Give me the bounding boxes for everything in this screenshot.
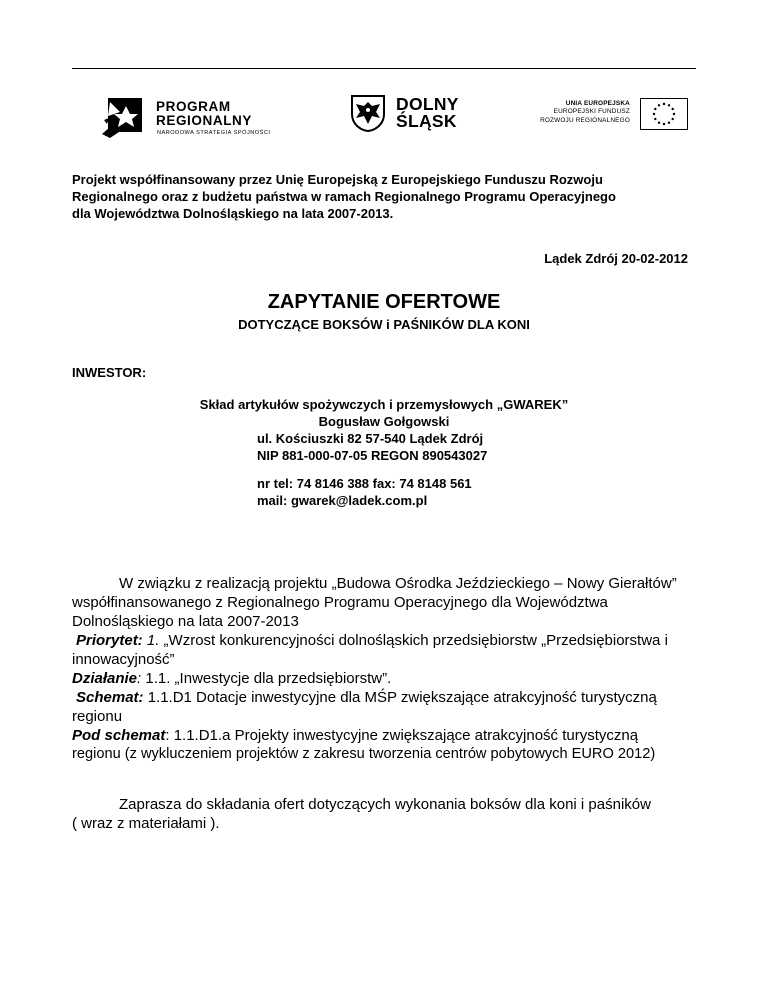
priorytet-cont: innowacyjność” [72,651,175,668]
eu-line-3: ROZWOJU REGIONALNEGO [540,116,630,124]
logo-dolny-slask [350,94,490,134]
investor-ids: NIP 881-000-07-05 REGON 890543027 [257,448,488,463]
program-title-2: REGIONALNY [156,113,253,128]
dzialanie-label: Działanie [72,670,138,687]
program-title-1: PROGRAM [156,99,231,114]
priorytet-label: Priorytet: [76,632,143,649]
investor-address: ul. Kościuszki 82 57-540 Lądek Zdrój [257,431,484,446]
eu-line-1: UNIA EUROPEJSKA [565,100,630,107]
intro-line-1: W związku z realizacją projektu „Budowa Ośrodka Jeździeckiego – Nowy Gierałtów” [119,575,677,592]
intro-line-2: współfinansowanego z Regionalnego Programu Operacyjnego dla Województwa [72,594,608,611]
program-subtitle: NARODOWA STRATEGIA SPÓJNOŚCI [157,130,271,136]
header-rule [72,68,696,69]
schemat-label: Schemat: [76,689,144,706]
investor-mail: mail: gwarek@ladek.com.pl [257,493,428,508]
eu-line-2: EUROPEJSKI FUNDUSZ [553,108,630,116]
eu-flag-icon [640,98,688,130]
investor-phone: nr tel: 74 8146 388 fax: 74 8148 561 [257,476,472,491]
dolny-line-1: DOLNY [396,94,459,114]
investor-heading: INWESTOR: [72,365,147,380]
page-title: ZAPYTANIE OFERTOWE [267,291,501,313]
program-star-icon [100,94,148,138]
invite-line-2: ( wraz z materiałami ). [72,815,220,832]
cofinancing-line-3: dla Województwa Dolnośląskiego na lata 2007-2013. [72,206,394,221]
investor-owner: Bogusław Gołgowski [318,414,450,429]
priorytet-line [76,631,668,650]
priorytet-text: „Wzrost konkurencyjności dolnośląskich przedsiębiorstw „Przedsiębiorstwa i [159,632,668,649]
priorytet-number: 1. [142,632,160,649]
intro-line-3: Dolnośląskiego na lata 2007-2013 [72,613,299,630]
dzialanie-line [72,669,391,688]
dolny-line-2: ŚLĄSK [396,111,457,131]
eu-text-block [520,100,630,125]
schemat-cont: regionu [72,708,123,725]
page-subtitle: DOTYCZĄCE BOKSÓW i PAŚNIKÓW DLA KONI [238,317,530,332]
investor-name: Skład artykułów spożywczych i przemysłowych „GWAREK” [199,397,569,412]
eagle-crest-icon [350,94,386,132]
schemat-line [76,688,657,707]
logo-unia-europejska [520,94,700,134]
podschemat-line [72,726,638,745]
place-date: Lądek Zdrój 20-02-2012 [544,251,688,266]
invite-line-1: Zaprasza do składania ofert dotyczących wykonania boksów dla koni i paśników [119,796,651,813]
schemat-text: 1.1.D1 Dotacje inwestycyjne dla MŚP zwiększające atrakcyjność turystyczną [143,689,657,706]
dzialanie-text: 1.1. „Inwestycje dla przedsiębiorstw”. [141,670,392,687]
dzialanie-colon: : [137,670,142,687]
podschemat-cont: regionu (z wykluczeniem projektów z zakresu tworzenia centrów pobytowych EURO 2012) [72,746,656,762]
cofinancing-line-1: Projekt współfinansowany przez Unię Europejską z Europejskiego Funduszu Rozwoju [72,172,603,187]
cofinancing-line-2: Regionalnego oraz z budżetu państwa w ramach Regionalnego Programu Operacyjnego [72,189,616,204]
logo-program-regionalny [100,92,310,142]
podschemat-label: Pod schemat [72,727,166,744]
podschemat-text: : 1.1.D1.a Projekty inwestycyjne zwiększające atrakcyjność turystyczną [165,727,639,744]
